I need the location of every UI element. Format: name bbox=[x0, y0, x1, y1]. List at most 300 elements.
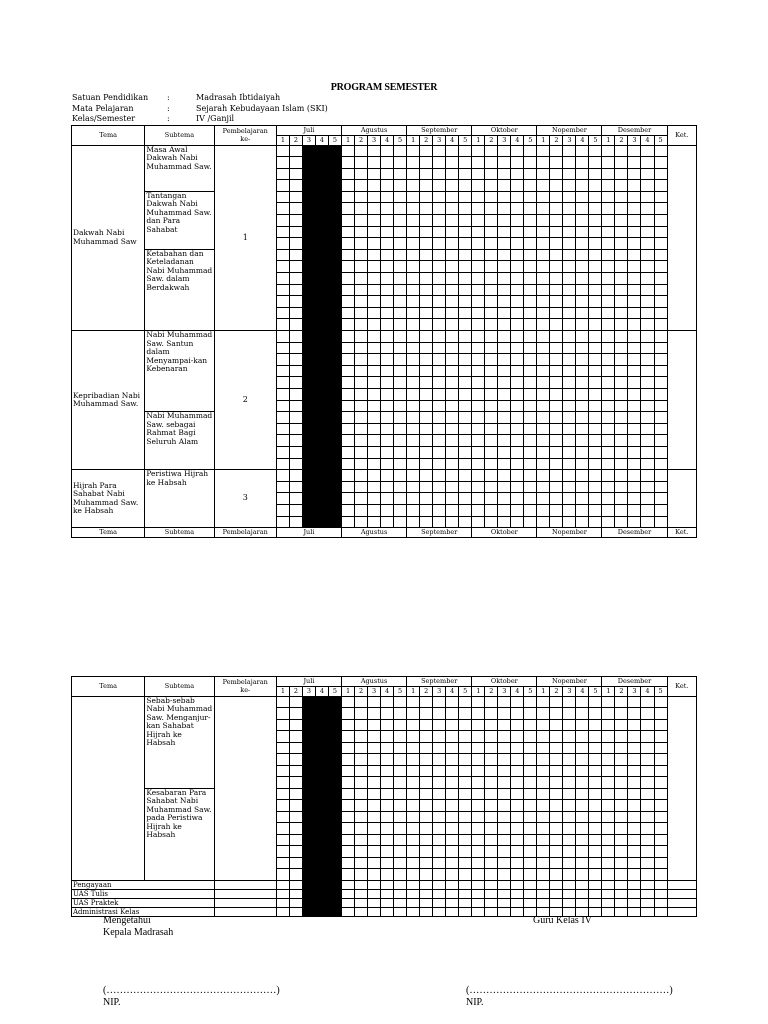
week-cell bbox=[511, 846, 524, 858]
week-cell bbox=[524, 846, 537, 858]
week-cell bbox=[368, 516, 381, 528]
week-cell bbox=[302, 765, 315, 777]
week-cell bbox=[485, 719, 498, 731]
week-cell bbox=[368, 834, 381, 846]
week-cell bbox=[472, 823, 485, 835]
week-cell bbox=[615, 880, 628, 889]
week-cell bbox=[524, 481, 537, 493]
week-cell bbox=[459, 834, 472, 846]
week-cell bbox=[537, 869, 550, 881]
week-cell bbox=[537, 400, 550, 412]
week-cell bbox=[446, 238, 459, 250]
week-cell bbox=[537, 273, 550, 285]
week-cell bbox=[355, 261, 368, 273]
week-cell bbox=[472, 377, 485, 389]
week-cell bbox=[446, 400, 459, 412]
week-cell bbox=[381, 238, 394, 250]
header-tema: Tema bbox=[72, 677, 145, 697]
week-cell bbox=[459, 423, 472, 435]
week-cell bbox=[550, 823, 563, 835]
week-cell bbox=[537, 342, 550, 354]
week-cell bbox=[641, 435, 654, 447]
week-cell bbox=[420, 273, 433, 285]
week-cell bbox=[485, 412, 498, 424]
week-cell bbox=[433, 788, 446, 800]
week-cell bbox=[459, 249, 472, 261]
week-cell bbox=[315, 834, 328, 846]
week-cell bbox=[433, 889, 446, 898]
week-cell bbox=[472, 157, 485, 169]
week-cell bbox=[328, 811, 341, 823]
week-cell bbox=[524, 765, 537, 777]
week-cell bbox=[615, 238, 628, 250]
week-cell bbox=[511, 249, 524, 261]
week-cell bbox=[315, 857, 328, 869]
header-week: 5 bbox=[589, 136, 602, 146]
week-cell bbox=[498, 331, 511, 343]
week-cell bbox=[433, 203, 446, 215]
week-cell bbox=[394, 157, 407, 169]
week-cell bbox=[589, 249, 602, 261]
header-week: 4 bbox=[446, 136, 459, 146]
week-cell bbox=[420, 846, 433, 858]
week-cell bbox=[563, 880, 576, 889]
extra-row-label: Administrasi Kelas bbox=[72, 907, 215, 916]
week-cell bbox=[394, 342, 407, 354]
week-cell bbox=[641, 365, 654, 377]
week-cell bbox=[289, 481, 302, 493]
week-cell bbox=[381, 273, 394, 285]
week-cell bbox=[602, 400, 615, 412]
week-cell bbox=[289, 157, 302, 169]
week-cell bbox=[342, 215, 355, 227]
week-cell bbox=[641, 889, 654, 898]
week-cell bbox=[537, 168, 550, 180]
week-cell bbox=[485, 168, 498, 180]
week-cell bbox=[420, 400, 433, 412]
week-cell bbox=[563, 504, 576, 516]
header-month: September bbox=[407, 126, 472, 136]
week-cell bbox=[381, 458, 394, 470]
pembelajaran-cell bbox=[214, 907, 276, 916]
week-cell bbox=[289, 458, 302, 470]
week-cell bbox=[641, 238, 654, 250]
week-cell bbox=[328, 215, 341, 227]
week-cell bbox=[368, 446, 381, 458]
week-cell bbox=[641, 157, 654, 169]
week-cell bbox=[315, 180, 328, 192]
week-cell bbox=[276, 458, 289, 470]
week-cell bbox=[342, 412, 355, 424]
ket-cell bbox=[667, 145, 696, 331]
week-cell bbox=[472, 731, 485, 743]
week-cell bbox=[615, 765, 628, 777]
week-cell bbox=[654, 889, 667, 898]
week-cell bbox=[342, 377, 355, 389]
week-cell bbox=[381, 284, 394, 296]
week-cell bbox=[328, 191, 341, 203]
week-cell bbox=[315, 777, 328, 789]
meta-value: Madrasah Ibtidaiyah bbox=[196, 93, 281, 102]
week-cell bbox=[602, 331, 615, 343]
week-cell bbox=[394, 412, 407, 424]
week-cell bbox=[602, 493, 615, 505]
week-cell bbox=[407, 493, 420, 505]
week-cell bbox=[328, 857, 341, 869]
week-cell bbox=[342, 307, 355, 319]
week-cell bbox=[446, 800, 459, 812]
week-cell bbox=[407, 238, 420, 250]
week-cell bbox=[485, 226, 498, 238]
week-cell bbox=[615, 800, 628, 812]
week-cell bbox=[654, 331, 667, 343]
week-cell bbox=[446, 708, 459, 720]
week-cell bbox=[550, 412, 563, 424]
week-cell bbox=[289, 145, 302, 157]
week-cell bbox=[550, 446, 563, 458]
footer-header-month: Juli bbox=[276, 528, 341, 538]
week-cell bbox=[485, 907, 498, 916]
week-cell bbox=[485, 215, 498, 227]
week-cell bbox=[511, 331, 524, 343]
week-cell bbox=[485, 319, 498, 331]
week-cell bbox=[498, 470, 511, 482]
week-cell bbox=[289, 261, 302, 273]
week-cell bbox=[563, 238, 576, 250]
week-cell bbox=[289, 857, 302, 869]
week-cell bbox=[589, 377, 602, 389]
week-cell bbox=[328, 342, 341, 354]
week-cell bbox=[576, 400, 589, 412]
week-cell bbox=[328, 157, 341, 169]
week-cell bbox=[524, 857, 537, 869]
week-cell bbox=[355, 857, 368, 869]
week-cell bbox=[459, 377, 472, 389]
week-cell bbox=[576, 446, 589, 458]
week-cell bbox=[641, 470, 654, 482]
week-cell bbox=[276, 493, 289, 505]
subtema-cell: Nabi Muhammad Saw. Santun dalam Menyampai-kan Kebenaran bbox=[145, 331, 214, 412]
week-cell bbox=[524, 719, 537, 731]
week-cell bbox=[576, 215, 589, 227]
week-cell bbox=[315, 516, 328, 528]
week-cell bbox=[289, 708, 302, 720]
week-cell bbox=[394, 191, 407, 203]
week-cell bbox=[615, 708, 628, 720]
week-cell bbox=[589, 504, 602, 516]
header-pembelajaran-line1: Pembelajaran bbox=[222, 677, 268, 686]
week-cell bbox=[420, 238, 433, 250]
week-cell bbox=[563, 846, 576, 858]
week-cell bbox=[576, 800, 589, 812]
week-cell bbox=[433, 226, 446, 238]
week-cell bbox=[485, 296, 498, 308]
week-cell bbox=[407, 470, 420, 482]
week-cell bbox=[276, 388, 289, 400]
week-cell bbox=[498, 800, 511, 812]
week-cell bbox=[315, 504, 328, 516]
week-cell bbox=[602, 215, 615, 227]
week-cell bbox=[446, 261, 459, 273]
week-cell bbox=[433, 470, 446, 482]
week-cell bbox=[524, 834, 537, 846]
ket-cell bbox=[667, 470, 696, 528]
week-cell bbox=[576, 516, 589, 528]
week-cell bbox=[524, 742, 537, 754]
week-cell bbox=[289, 400, 302, 412]
week-cell bbox=[550, 249, 563, 261]
week-cell bbox=[498, 388, 511, 400]
week-cell bbox=[576, 284, 589, 296]
week-cell bbox=[589, 754, 602, 766]
week-cell bbox=[576, 504, 589, 516]
week-cell bbox=[576, 834, 589, 846]
week-cell bbox=[563, 481, 576, 493]
week-cell bbox=[511, 898, 524, 907]
week-cell bbox=[368, 168, 381, 180]
week-cell bbox=[472, 869, 485, 881]
week-cell bbox=[602, 342, 615, 354]
week-cell bbox=[498, 504, 511, 516]
header-month: Nopember bbox=[537, 126, 602, 136]
week-cell bbox=[472, 458, 485, 470]
week-cell bbox=[602, 319, 615, 331]
week-cell bbox=[381, 834, 394, 846]
week-cell bbox=[654, 388, 667, 400]
week-cell bbox=[459, 296, 472, 308]
week-cell bbox=[524, 342, 537, 354]
ket-cell bbox=[667, 880, 696, 889]
week-cell bbox=[355, 331, 368, 343]
week-cell bbox=[315, 811, 328, 823]
week-cell bbox=[342, 898, 355, 907]
week-cell bbox=[394, 516, 407, 528]
week-cell bbox=[485, 191, 498, 203]
week-cell bbox=[407, 203, 420, 215]
week-cell bbox=[433, 191, 446, 203]
week-cell bbox=[433, 696, 446, 708]
week-cell bbox=[524, 516, 537, 528]
week-cell bbox=[472, 470, 485, 482]
week-cell bbox=[433, 731, 446, 743]
week-cell bbox=[589, 898, 602, 907]
week-cell bbox=[485, 180, 498, 192]
week-cell bbox=[511, 470, 524, 482]
week-cell bbox=[459, 731, 472, 743]
week-cell bbox=[368, 493, 381, 505]
week-cell bbox=[302, 296, 315, 308]
week-cell bbox=[563, 180, 576, 192]
week-cell bbox=[355, 898, 368, 907]
week-cell bbox=[276, 342, 289, 354]
week-cell bbox=[368, 435, 381, 447]
week-cell bbox=[446, 742, 459, 754]
week-cell bbox=[498, 708, 511, 720]
week-cell bbox=[550, 504, 563, 516]
week-cell bbox=[485, 834, 498, 846]
week-cell bbox=[342, 765, 355, 777]
week-cell bbox=[524, 889, 537, 898]
week-cell bbox=[420, 331, 433, 343]
week-cell bbox=[576, 319, 589, 331]
week-cell bbox=[615, 742, 628, 754]
week-cell bbox=[472, 742, 485, 754]
week-cell bbox=[289, 307, 302, 319]
week-cell bbox=[289, 249, 302, 261]
week-cell bbox=[446, 388, 459, 400]
week-cell bbox=[289, 800, 302, 812]
week-cell bbox=[368, 731, 381, 743]
week-cell bbox=[550, 226, 563, 238]
week-cell bbox=[328, 168, 341, 180]
week-cell bbox=[289, 696, 302, 708]
header-subtema: Subtema bbox=[145, 677, 214, 697]
week-cell bbox=[563, 446, 576, 458]
week-cell bbox=[407, 857, 420, 869]
week-cell bbox=[615, 446, 628, 458]
week-cell bbox=[537, 180, 550, 192]
week-cell bbox=[276, 834, 289, 846]
week-cell bbox=[355, 889, 368, 898]
week-cell bbox=[315, 319, 328, 331]
week-cell bbox=[355, 191, 368, 203]
extra-row-label: UAS Praktek bbox=[72, 898, 215, 907]
week-cell bbox=[498, 493, 511, 505]
week-cell bbox=[485, 238, 498, 250]
ket-cell bbox=[667, 889, 696, 898]
week-cell bbox=[368, 889, 381, 898]
week-cell bbox=[615, 365, 628, 377]
week-cell bbox=[276, 226, 289, 238]
week-cell bbox=[381, 307, 394, 319]
week-cell bbox=[433, 342, 446, 354]
week-cell bbox=[420, 880, 433, 889]
week-cell bbox=[328, 516, 341, 528]
header-week: 1 bbox=[472, 136, 485, 146]
week-cell bbox=[550, 296, 563, 308]
week-cell bbox=[433, 168, 446, 180]
header-week: 3 bbox=[628, 687, 641, 697]
week-cell bbox=[563, 145, 576, 157]
week-cell bbox=[289, 731, 302, 743]
week-cell bbox=[563, 516, 576, 528]
week-cell bbox=[485, 157, 498, 169]
week-cell bbox=[446, 284, 459, 296]
week-cell bbox=[420, 423, 433, 435]
week-cell bbox=[589, 412, 602, 424]
week-cell bbox=[302, 342, 315, 354]
week-cell bbox=[342, 811, 355, 823]
week-cell bbox=[641, 319, 654, 331]
week-cell bbox=[485, 481, 498, 493]
week-cell bbox=[498, 191, 511, 203]
week-cell bbox=[550, 857, 563, 869]
week-cell bbox=[485, 342, 498, 354]
week-cell bbox=[355, 719, 368, 731]
week-cell bbox=[537, 811, 550, 823]
week-cell bbox=[602, 857, 615, 869]
header-ket: Ket. bbox=[667, 677, 696, 697]
week-cell bbox=[654, 273, 667, 285]
week-cell bbox=[381, 857, 394, 869]
week-cell bbox=[407, 191, 420, 203]
week-cell bbox=[589, 811, 602, 823]
week-cell bbox=[368, 354, 381, 366]
week-cell bbox=[615, 423, 628, 435]
week-cell bbox=[537, 834, 550, 846]
week-cell bbox=[342, 388, 355, 400]
week-cell bbox=[459, 777, 472, 789]
week-cell bbox=[368, 319, 381, 331]
week-cell bbox=[576, 823, 589, 835]
week-cell bbox=[394, 811, 407, 823]
week-cell bbox=[563, 203, 576, 215]
week-cell bbox=[472, 307, 485, 319]
week-cell bbox=[459, 889, 472, 898]
week-cell bbox=[485, 857, 498, 869]
week-cell bbox=[276, 319, 289, 331]
week-cell bbox=[615, 470, 628, 482]
week-cell bbox=[472, 215, 485, 227]
week-cell bbox=[524, 319, 537, 331]
week-cell bbox=[472, 342, 485, 354]
footer-right bbox=[533, 915, 592, 927]
week-cell bbox=[485, 742, 498, 754]
week-cell bbox=[446, 296, 459, 308]
footer-left bbox=[103, 915, 173, 939]
week-cell bbox=[576, 168, 589, 180]
week-cell bbox=[589, 446, 602, 458]
week-cell bbox=[654, 719, 667, 731]
week-cell bbox=[394, 168, 407, 180]
week-cell bbox=[498, 754, 511, 766]
week-cell bbox=[576, 331, 589, 343]
week-cell bbox=[628, 823, 641, 835]
week-cell bbox=[602, 470, 615, 482]
week-cell bbox=[420, 811, 433, 823]
week-cell bbox=[537, 458, 550, 470]
week-cell bbox=[315, 754, 328, 766]
week-cell bbox=[537, 215, 550, 227]
week-cell bbox=[602, 898, 615, 907]
week-cell bbox=[342, 889, 355, 898]
week-cell bbox=[654, 145, 667, 157]
week-cell bbox=[276, 765, 289, 777]
week-cell bbox=[589, 284, 602, 296]
week-cell bbox=[589, 857, 602, 869]
week-cell bbox=[328, 284, 341, 296]
week-cell bbox=[563, 273, 576, 285]
week-cell bbox=[342, 907, 355, 916]
week-cell bbox=[328, 226, 341, 238]
week-cell bbox=[420, 354, 433, 366]
week-cell bbox=[472, 889, 485, 898]
week-cell bbox=[589, 731, 602, 743]
week-cell bbox=[602, 191, 615, 203]
week-cell bbox=[628, 811, 641, 823]
week-cell bbox=[342, 249, 355, 261]
week-cell bbox=[394, 400, 407, 412]
week-cell bbox=[589, 708, 602, 720]
week-cell bbox=[420, 249, 433, 261]
week-cell bbox=[550, 811, 563, 823]
week-cell bbox=[276, 846, 289, 858]
week-cell bbox=[394, 823, 407, 835]
week-cell bbox=[602, 823, 615, 835]
week-cell bbox=[537, 516, 550, 528]
header-month: Agustus bbox=[342, 126, 407, 136]
week-cell bbox=[355, 365, 368, 377]
